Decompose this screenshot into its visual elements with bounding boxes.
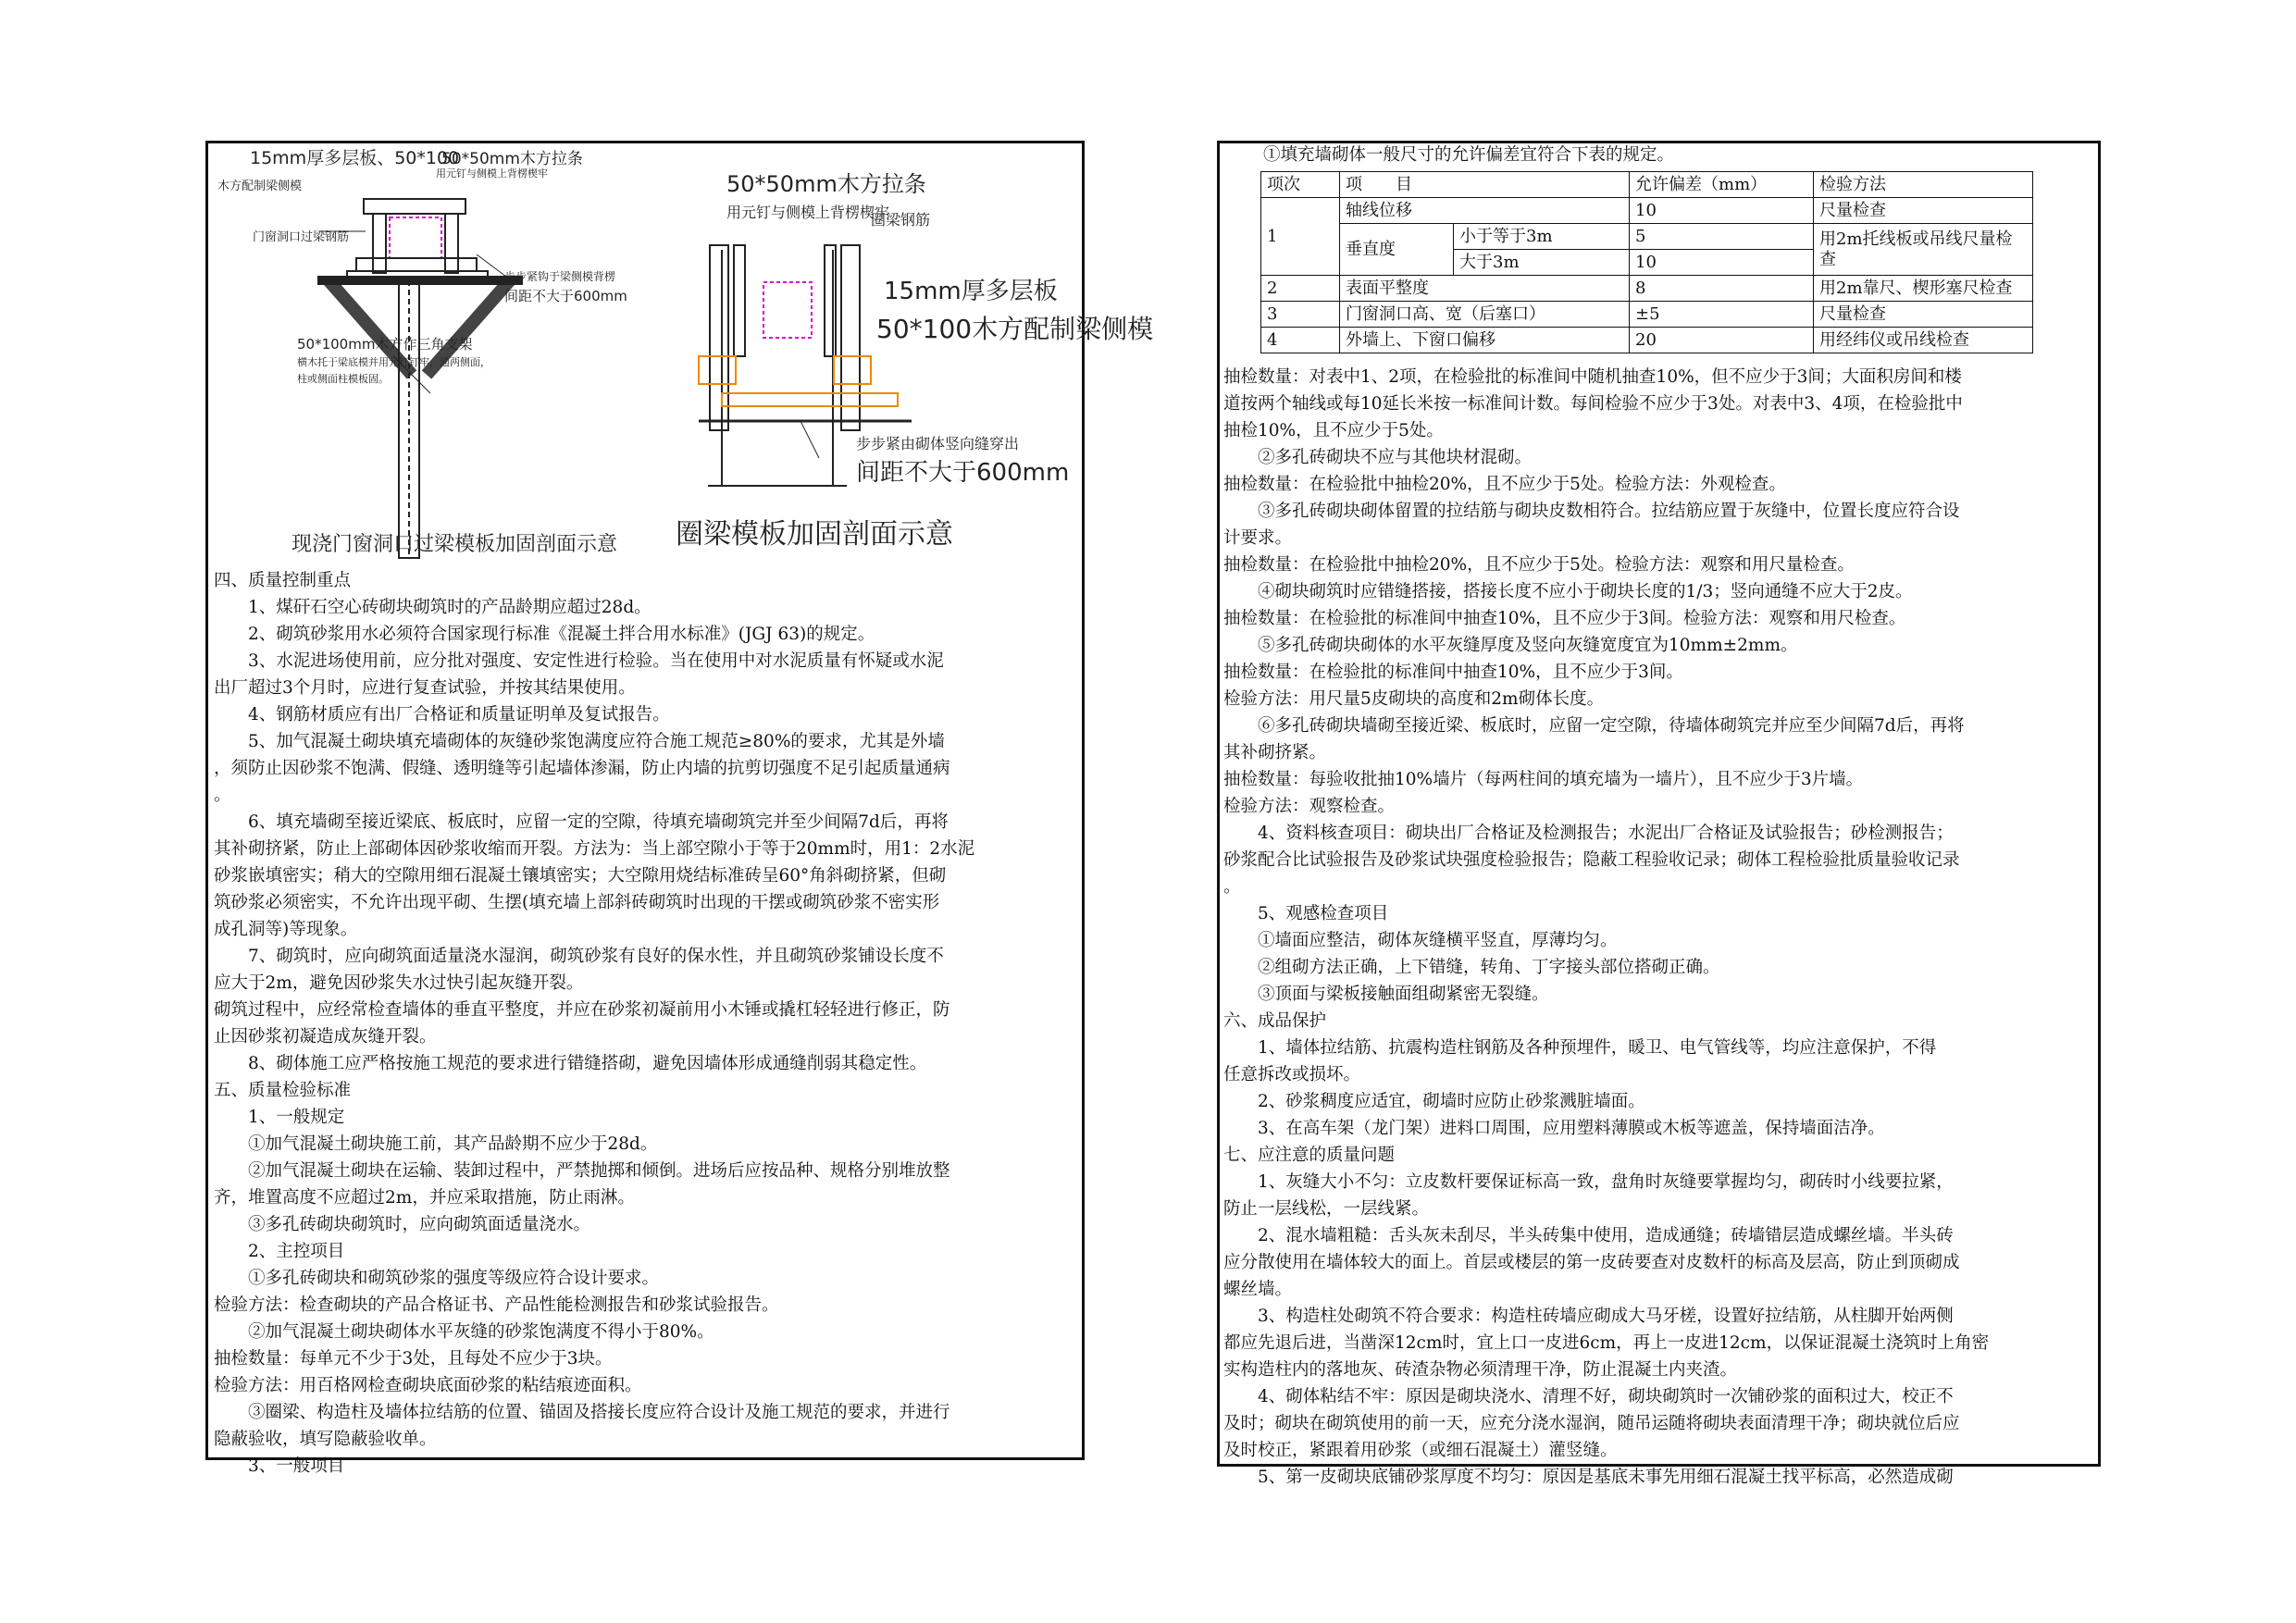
text-line: 2、混水墙粗糙：舌头灰未刮尽，半头砖集中使用，造成通缝；砖墙错层造成螺丝墙。半头砖 <box>1223 1226 1954 1245</box>
text-line: 5、观感检查项目 <box>1223 904 1389 923</box>
text-line: 砂浆配合比试验报告及砂浆试块强度检验报告；隐蔽工程验收记录；砌体工程检验批质量验收记录 <box>1223 850 1960 870</box>
text-line: 检验方法：观察检查。 <box>1223 797 1396 816</box>
text-line: ②加气混凝土砌块在运输、装卸过程中，严禁抛掷和倾倒。进场后应按品种、规格分别堆放整 <box>214 1161 950 1181</box>
text-line: 齐，堆置高度不应超过2m，并应采取措施，防止雨淋。 <box>214 1188 635 1208</box>
text-line: 止因砂浆初凝造成灰缝开裂。 <box>214 1027 437 1047</box>
text-line: 6、填充墙砌至接近梁底、板底时，应留一定的空隙，待填充墙砌筑完并至少间隔7d后，再将 <box>214 812 949 832</box>
table-cell: 垂直度 <box>1340 224 1454 276</box>
table-cell: 外墙上、下窗口偏移 <box>1340 328 1630 353</box>
text-line: 及时；砌块在砌筑使用的前一天，应充分浇水湿润，随吊运随将砌块表面清理干净；砌块就位后应 <box>1223 1414 1960 1433</box>
table-row <box>1261 224 2033 250</box>
text-line: 2、砂浆稠度应适宜，砌墙时应防止砂浆溅脏墙面。 <box>1223 1092 1645 1111</box>
text-line: 其补砌挤紧，防止上部砌体因砂浆收缩而开裂。方法为：当上部空隙小于等于20mm时，用1：2水泥 <box>214 839 975 859</box>
text-line: 1、一般规定 <box>214 1108 345 1127</box>
table-cell: 表面平整度 <box>1340 276 1630 302</box>
table-cell: 5 <box>1630 224 1814 250</box>
text-line: 3、构造柱处砌筑不符合要求：构造柱砖墙应砌成大马牙槎，设置好拉结筋，从柱脚开始两侧 <box>1223 1307 1954 1326</box>
fig2-label-side-mold: 50*100木方配制梁侧模 <box>876 314 1154 344</box>
text-line: ②组砌方法正确，上下错缝，转角、丁字接头部位搭砌正确。 <box>1223 958 1720 977</box>
text-line: 六、成品保护 <box>1223 1011 1327 1031</box>
text-line: ①多孔砖砌块和砌筑砂浆的强度等级应符合设计要求。 <box>214 1269 660 1288</box>
text-line: 螺丝墙。 <box>1223 1280 1293 1299</box>
table-cell: 用2m托线板或吊线尺量检查 <box>1814 224 2033 276</box>
text-line: 四、质量控制重点 <box>214 571 352 590</box>
text-line: 计要求。 <box>1223 528 1293 548</box>
text-line: 及时校正，紧跟着用砂浆（或细石混凝土）灌竖缝。 <box>1223 1441 1618 1460</box>
text-line: 5、加气混凝土砌块填充墙砌体的灰缝砂浆饱满度应符合施工规范≥80%的要求，尤其是外墙 <box>214 732 945 751</box>
deviation-table <box>1260 171 2033 353</box>
text-line: ③多孔砖砌块砌筑时，应向砌筑面适量浇水。 <box>214 1215 591 1234</box>
text-line: 任意拆改或损坏。 <box>1223 1065 1361 1084</box>
text-line: 1、灰缝大小不匀：立皮数杆要保证标高一致，盘角时灰缝要掌握均匀，砌砖时小线要拉紧， <box>1223 1172 1954 1192</box>
text-line: 筑砂浆必须密实，不允许出现平砌、生摆(填充墙上部斜砖砌筑时出现的干摆或砌筑砂浆不密实形 <box>214 893 940 912</box>
table-row <box>1261 198 2033 224</box>
text-line: ②加气混凝土砌块砌体水平灰缝的砂浆饱满度不得小于80%。 <box>214 1322 714 1342</box>
text-line: 七、应注意的质量问题 <box>1223 1146 1396 1165</box>
table-header-row <box>1261 172 2033 198</box>
text-line: 抽检数量：在检验批中抽检20%，且不应少于5处。检验方法：外观检查。 <box>1223 475 1786 494</box>
text-line: 。 <box>214 786 231 805</box>
right-body-text <box>1223 364 2093 1491</box>
text-line: 8、砌体施工应严格按施工规范的要求进行错缝搭砌，避免因墙体形成通缝削弱其稳定性。 <box>214 1054 927 1073</box>
header-cell: 允许偏差（mm） <box>1630 172 1814 198</box>
text-line: 五、质量检验标准 <box>214 1081 352 1100</box>
table-cell: 尺量检查 <box>1814 302 2033 328</box>
right-page <box>1217 141 2101 1487</box>
text-line: 3、水泥进场使用前，应分批对强度、安定性进行检验。当在使用中对水泥质量有怀疑或水泥 <box>214 651 944 671</box>
text-line: 其补砌挤紧。 <box>1223 743 1327 762</box>
fig1-label-clamp1: 步步紧钩于梁侧模背楞 <box>504 270 616 283</box>
text-line: 抽检数量：在检验批的标准间中抽查10%，且不应少于3间。 <box>1223 663 1683 682</box>
fig2-label-plank: 15mm厚多层板 <box>884 278 1058 305</box>
fig2-label-clamp2: 间距不大于600mm <box>856 459 1070 487</box>
text-line: 出厂超过3个月时，应进行复查试验，并按其结果使用。 <box>214 678 636 698</box>
text-line: ③顶面与梁板接触面组砌紧密无裂缝。 <box>1223 985 1549 1004</box>
text-line: 砌筑过程中，应经常检查墙体的垂直平整度，并应在砂浆初凝前用小木锤或撬杠轻轻进行修正，防 <box>214 1000 950 1020</box>
text-line: 应分散使用在墙体较大的面上。首层或楼层的第一皮砖要查对皮数杆的标高及层高，防止到顶砌成 <box>1223 1253 1960 1272</box>
text-line: 防止一层线松，一层线紧。 <box>1223 1199 1430 1219</box>
text-line: 抽检数量：每单元不少于3处，且每处不应少于3块。 <box>214 1349 613 1369</box>
text-line: 7、砌筑时，应向砌筑面适量浇水湿润，砌筑砂浆有良好的保水性，并且砌筑砂浆铺设长度不 <box>214 947 944 966</box>
text-line: 抽检数量：在检验批的标准间中抽查10%，且不应少于3间。检验方法：观察和用尺检查。 <box>1223 609 1906 628</box>
table-cell: 10 <box>1630 250 1814 276</box>
formwork-drawings <box>208 143 1154 569</box>
table-cell: 10 <box>1630 198 1814 224</box>
table-cell: 门窗洞口高、宽（后塞口） <box>1340 302 1630 328</box>
text-line: 2、砌筑砂浆用水必须符合国家现行标准《混凝土拌合用水标准》(JGJ 63)的规定。 <box>214 625 875 644</box>
fig1-label-support1: 50*100mm木方作三角支架 <box>297 336 473 353</box>
text-line: 抽检数量：对表中1、2项，在检验批的标准间中随机抽查10%，但不应少于3间；大面积房间和楼 <box>1223 367 1962 387</box>
text-line: 3、在高车架（龙门架）进料口周围，应用塑料薄膜或木板等遮盖，保持墙面洁净。 <box>1223 1119 1885 1138</box>
fig1-caption: 现浇门窗洞口过梁模板加固剖面示意 <box>292 533 618 556</box>
text-line: ①加气混凝土砌块施工前，其产品龄期不应少于28d。 <box>214 1134 658 1154</box>
text-line: 4、钢筋材质应有出厂合格证和质量证明单及复试报告。 <box>214 705 670 725</box>
table-row <box>1261 302 2033 328</box>
text-line: 砂浆嵌填密实；稍大的空隙用细石混凝土镶填密实；大空隙用烧结标准砖呈60°角斜砌挤紧，但砌 <box>214 866 947 886</box>
left-body-text <box>214 567 1079 1480</box>
text-line: 应大于2m，避免因砂浆失水过快引起灰缝开裂。 <box>214 973 584 993</box>
fig2-label-square-timber: 50*50mm木方拉条 <box>726 171 926 197</box>
left-page <box>205 141 1154 1476</box>
text-line: 2、主控项目 <box>214 1242 345 1261</box>
table-cell: ±5 <box>1630 302 1814 328</box>
table-cell: 20 <box>1630 328 1814 353</box>
fig1-label-nail: 用元钉与侧模上背楞楔牢 <box>436 167 548 180</box>
fig1-label-clamp2: 间距不大于600mm <box>504 288 627 304</box>
fig1-label-lintel-rebar: 门窗洞口过梁钢筋 <box>253 230 350 244</box>
text-line: ⑥多孔砖砌块墙砌至接近梁、板底时，应留一定空隙，待墙体砌筑完并应至少间隔7d后，再将 <box>1223 716 1965 736</box>
header-cell: 检验方法 <box>1814 172 2033 198</box>
table-cell: 小于等于3m <box>1454 224 1630 250</box>
text-line: 1、煤矸石空心砖砌块砌筑时的产品龄期应超过28d。 <box>214 598 652 617</box>
text-line: 检验方法：用百格网检查砌块底面砂浆的粘结痕迹面积。 <box>214 1376 642 1395</box>
text-line: 4、资料核查项目：砌块出厂合格证及检测报告；水泥出厂合格证及试验报告；砂检测报告； <box>1223 824 1954 843</box>
text-line: 成孔洞等)等现象。 <box>214 920 358 939</box>
text-line: ③圈梁、构造柱及墙体拉结筋的位置、锚固及搭接长度应符合设计及施工规范的要求，并进行 <box>214 1403 950 1422</box>
text-line: 抽检数量：每验收批抽10%墙片（每两柱间的填充墙为一墙片），且不应少于3片墙。 <box>1223 770 1864 789</box>
fig1-label-square-timber: 50*50mm木方拉条 <box>441 150 583 168</box>
table-cell: 1 <box>1261 198 1340 276</box>
fig2-caption: 圈梁模板加固剖面示意 <box>676 518 953 551</box>
text-line: 都应先退后进，当凿深12cm时，宜上口一皮进6cm，再上一皮进12cm，以保证混凝土浇筑时上角密 <box>1223 1333 1990 1353</box>
text-line: 。 <box>1223 877 1241 897</box>
fig1-label-support3: 柱或侧面柱模板固。 <box>297 373 389 385</box>
text-line: 抽检数量：在检验批中抽检20%，且不应少于5处。检验方法：观察和用尺量检查。 <box>1223 555 1855 575</box>
fig1-label-support2: 横木托于梁底模并用元钉钉牢，通两侧面， <box>297 356 490 368</box>
text-line: ④砌块砌筑时应错缝搭接，搭接长度不应小于砌块长度的1/3；竖向通缝不应大于2皮。 <box>1223 582 1913 601</box>
text-line: 检验方法：检查砌块的产品合格证书、产品性能检测报告和砂浆试验报告。 <box>214 1295 779 1315</box>
text-line: 道按两个轴线或每10延长米按一标准间计数。每间检验不应少于3处。对表中3、4项，在检验批中 <box>1223 394 1963 414</box>
table-cell: 2 <box>1261 276 1340 302</box>
table-cell: 轴线位移 <box>1340 198 1630 224</box>
text-line: 隐蔽验收，填写隐蔽验收单。 <box>214 1430 437 1449</box>
table-cell: 大于3m <box>1454 250 1630 276</box>
text-line: 检验方法：用尺量5皮砌块的高度和2m砌体长度。 <box>1223 689 1605 709</box>
text-line: 实构造柱内的落地灰、砖渣杂物必须清理干净，防止混凝土内夹渣。 <box>1223 1360 1738 1380</box>
text-line: ⑤多孔砖砌块砌体的水平灰缝厚度及竖向灰缝宽度宜为10mm±2mm。 <box>1223 636 1798 655</box>
table-row <box>1261 328 2033 353</box>
text-line: 5、第一皮砌块底铺砂浆厚度不均匀：原因是基底未事先用细石混凝土找平标高，必然造成砌 <box>1223 1468 1954 1487</box>
text-line: ②多孔砖砌块不应与其他块材混砌。 <box>1223 448 1533 467</box>
table-intro <box>1229 142 2090 168</box>
text-line: 抽检10%，且不应少于5处。 <box>1223 421 1444 440</box>
table-cell: 8 <box>1630 276 1814 302</box>
text-line: ①填充墙砌体一般尺寸的允许偏差宜符合下表的规定。 <box>1229 145 1675 165</box>
header-cell: 项次 <box>1261 172 1340 198</box>
fig1-label-plank: 15mm厚多层板、50*100 <box>250 148 460 168</box>
header-cell: 项 目 <box>1340 172 1630 198</box>
text-line: ①墙面应整洁，砌体灰缝横平竖直，厚薄均匀。 <box>1223 931 1618 950</box>
table-cell: 尺量检查 <box>1814 198 2033 224</box>
table-cell: 用2m靠尺、楔形塞尺检查 <box>1814 276 2033 302</box>
fig2-label-ring-rebar: 圈梁钢筋 <box>871 211 931 229</box>
table-cell: 用经纬仪或吊线检查 <box>1814 328 2033 353</box>
text-line: 3、一般项目 <box>214 1456 345 1476</box>
fig1-label-side-mold: 木方配制梁侧模 <box>217 180 303 193</box>
text-line: ，须防止因砂浆不饱满、假缝、透明缝等引起墙体渗漏，防止内墙的抗剪切强度不足引起质量通病 <box>214 759 950 778</box>
fig2-label-nail: 用元钉与侧模上背楞楔牢 <box>726 204 890 221</box>
text-line: ③多孔砖砌块砌体留置的拉结筋与砌块皮数相符合。拉结筋应置于灰缝中，位置长度应符合设 <box>1223 502 1960 521</box>
text-line: 4、砌体粘结不牢：原因是砌块浇水、清理不好，砌块砌筑时一次铺砂浆的面积过大，校正不 <box>1223 1387 1954 1406</box>
table-cell: 4 <box>1261 328 1340 353</box>
table-cell: 3 <box>1261 302 1340 328</box>
table-row <box>1261 276 2033 302</box>
fig2-label-clamp1: 步步紧由砌体竖向缝穿出 <box>856 435 1020 452</box>
text-line: 1、墙体拉结筋、抗震构造柱钢筋及各种预埋件，暖卫、电气管线等，均应注意保护，不得 <box>1223 1038 1937 1058</box>
